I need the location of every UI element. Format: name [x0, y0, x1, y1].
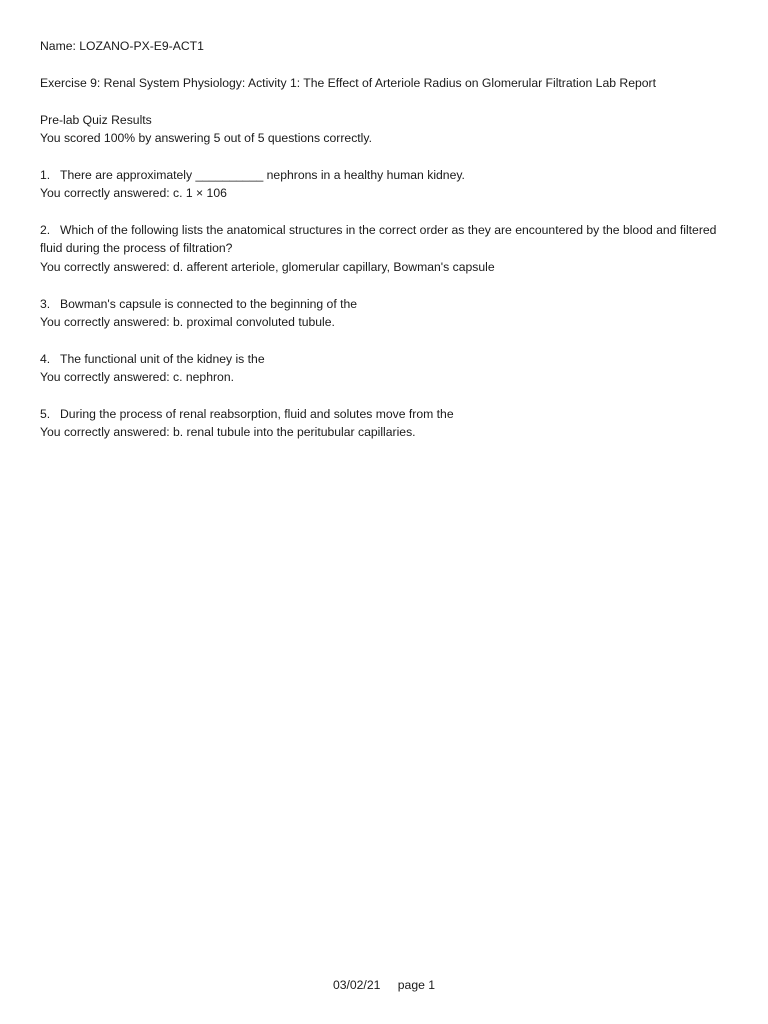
question-block-2	[40, 221, 730, 276]
question-5	[40, 405, 730, 423]
report-title: Exercise 9: Renal System Physiology: Activity 1: The Effect of Arteriole Radius on Glomerular Filtration Lab Report	[40, 75, 656, 90]
answer-5: You correctly answered: b. renal tubule into the peritubular capillaries.	[40, 425, 416, 440]
question-text: Bowman's capsule is connected to the beginning of the	[60, 296, 358, 311]
question-2	[40, 221, 730, 258]
spacer	[40, 387, 730, 405]
score-summary: You scored 100% by answering 5 out of 5 questions correctly.	[40, 131, 372, 145]
page-number: page 1	[397, 978, 436, 992]
question-3	[40, 295, 730, 313]
question-text: There are approximately __________ nephrons in a healthy human kidney.	[60, 167, 465, 182]
footer-date: 03/02/21	[332, 978, 381, 992]
spacer	[40, 331, 730, 349]
question-text: During the process of renal reabsorption, fluid and solutes move from the	[60, 407, 454, 422]
question-block-5	[40, 405, 730, 442]
spacer	[40, 147, 730, 165]
question-block-3	[40, 295, 730, 332]
page-footer	[0, 976, 768, 994]
question-text: The functional unit of the kidney is the	[60, 351, 265, 366]
question-number: 1.	[40, 167, 51, 182]
question-block-1	[40, 166, 730, 203]
answer-1: You correctly answered: c. 1 × 106	[40, 186, 227, 201]
question-1	[40, 166, 730, 184]
section-heading: Pre-lab Quiz Results	[40, 112, 152, 127]
answer-3: You correctly answered: b. proximal convoluted tubule.	[40, 315, 335, 330]
spacer	[40, 276, 730, 294]
question-number: 4.	[40, 351, 51, 366]
question-4	[40, 350, 730, 368]
question-text: Which of the following lists the anatomical structures in the correct order as they are encountered by the blood and filtered fluid during the process of filtration?	[40, 223, 720, 256]
spacer	[40, 92, 730, 110]
lab-report-page	[40, 37, 730, 442]
spacer	[40, 55, 730, 73]
answer-4: You correctly answered: c. nephron.	[40, 370, 234, 385]
spacer	[40, 203, 730, 221]
answer-2: You correctly answered: d. afferent arteriole, glomerular capillary, Bowman's capsule	[40, 259, 495, 274]
question-number: 3.	[40, 296, 51, 311]
student-name: Name: LOZANO-PX-E9-ACT1	[40, 39, 204, 53]
question-number: 5.	[40, 407, 51, 422]
question-number: 2.	[40, 223, 51, 237]
question-block-4	[40, 350, 730, 387]
